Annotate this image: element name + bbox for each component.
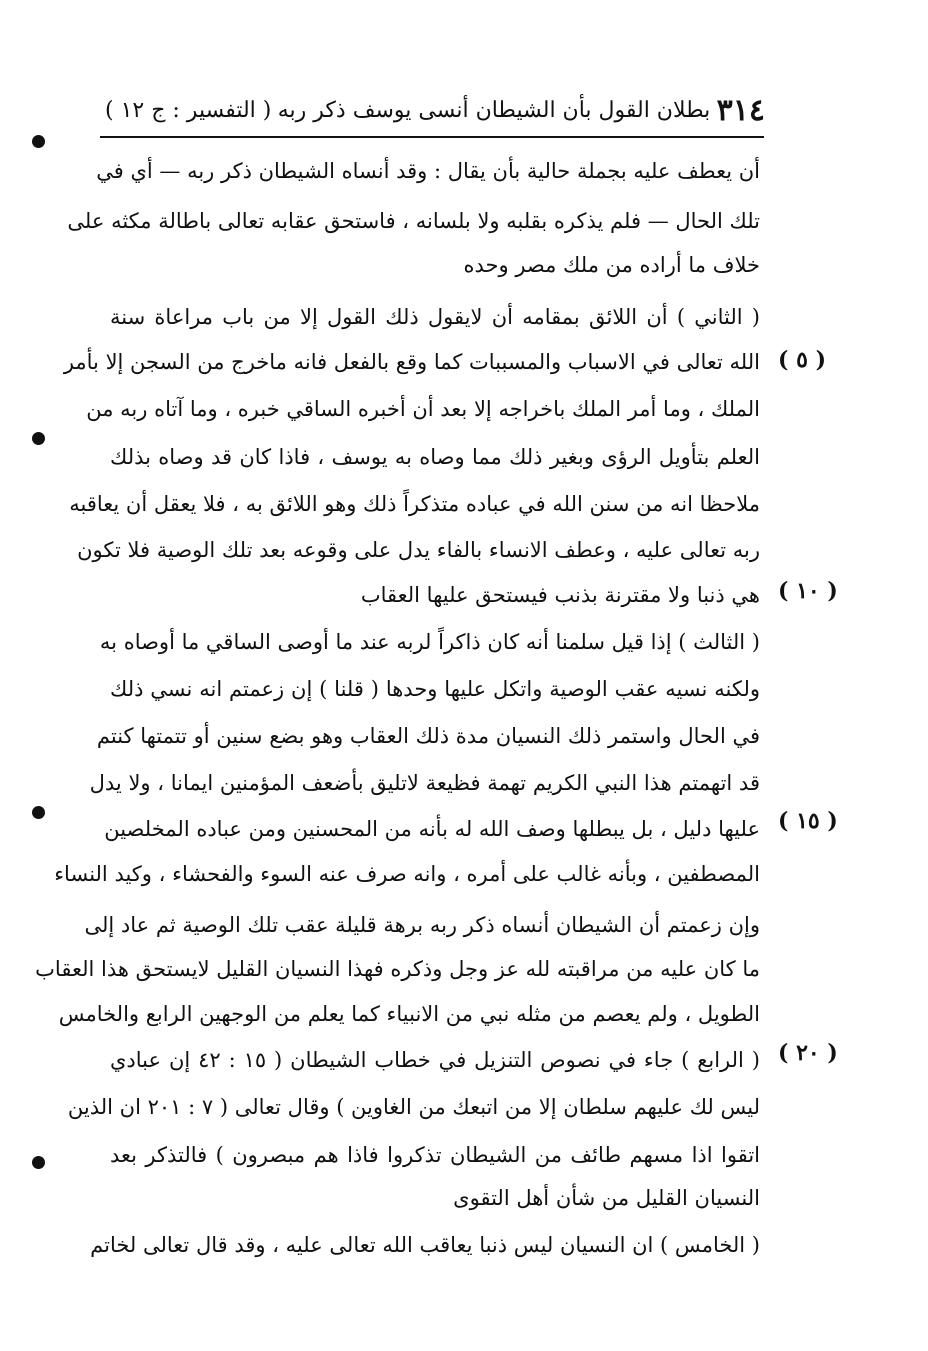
text-line: ما كان عليه من مراقبته لله عز وجل وذكره فهذا النسيان القليل لايستحق هذا العقاب xyxy=(35,957,760,981)
text-line: هي ذنبا ولا مقترنة بذنب فيستحق عليها العقاب xyxy=(360,583,760,607)
text-line: أن يعطف عليه بجملة حالية بأن يقال : وقد أنساه الشيطان ذكر ربه — أي في xyxy=(96,159,760,183)
margin-line-number: ( ١٠ ) xyxy=(778,578,838,604)
text-line: ( الثاني ) أن اللائق بمقامه أن لايقول ذلك القول إلا من باب مراعاة سنة xyxy=(110,305,760,329)
margin-line-number: ( ١٥ ) xyxy=(778,808,838,834)
text-line: ليس لك عليهم سلطان إلا من اتبعك من الغاوين ) وقال تعالى ( ٧ : ٢٠١ ان الذين xyxy=(67,1095,760,1119)
text-line: في الحال واستمر ذلك النسيان مدة ذلك العقاب وهو بضع سنين أو تتمتها كنتم xyxy=(96,724,760,748)
text-line: ( الرابع ) جاء في نصوص التنزيل في خطاب الشيطان ( ١٥ : ٤٢ إن عبادي xyxy=(110,1048,760,1072)
margin-line-number: ( ٢٠ ) xyxy=(778,1040,838,1066)
text-line: عليها دليل ، بل يبطلها وصف الله له بأنه من المحسنين ومن عباده المخلصين xyxy=(104,817,760,841)
running-title: بطلان القول بأن الشيطان أنسى يوسف ذكر ربه xyxy=(277,97,711,123)
binding-hole-mark xyxy=(32,135,45,148)
text-line: ملاحظا انه من سنن الله في عباده متذكراً ذلك وهو اللائق به ، فلا يعقل أن يعاقبه xyxy=(69,492,760,516)
text-line: ولكنه نسيه عقب الوصية واتكل عليها وحدها ( قلنا ) إن زعمتم انه نسي ذلك xyxy=(110,677,760,701)
text-line: ( الخامس ) ان النسيان ليس ذنبا يعاقب الله تعالى عليه ، وقد قال تعالى لخاتم xyxy=(90,1233,760,1257)
volume-label: ( التفسير : ج ١٢ ) xyxy=(105,97,272,123)
text-line: المصطفين ، وبأنه غالب على أمره ، وانه صرف عنه السوء والفحشاء ، وكيد النساء xyxy=(54,862,760,886)
text-line: الله تعالى في الاسباب والمسببات كما وقع بالفعل فانه ماخرج من السجن إلا بأمر xyxy=(63,350,760,374)
text-line: اتقوا اذا مسهم طائف من الشيطان تذكروا فاذا هم مبصرون ) فالتذكر بعد xyxy=(110,1143,760,1167)
text-line: وإن زعمتم أن الشيطان أنساه ذكر ربه برهة قليلة عقب تلك الوصية ثم عاد إلى xyxy=(84,913,760,937)
binding-hole-mark xyxy=(32,806,45,819)
text-line: الملك ، وما أمر الملك باخراجه إلا بعد أن أخبره الساقي خبره ، وما آتاه ربه من xyxy=(86,397,760,421)
text-line: تلك الحال — فلم يذكره بقلبه ولا بلسانه ، فاستحق عقابه تعالى باطالة مكثه على xyxy=(67,209,760,233)
text-line: ربه تعالى عليه ، وعطف الانساء بالفاء يدل على وقوعه بعد تلك الوصية فلا تكون xyxy=(77,538,760,562)
binding-hole-mark xyxy=(32,432,45,445)
text-line: العلم بتأويل الرؤى وبغير ذلك مما وصاه به يوسف ، فاذا كان قد وصاه بذلك xyxy=(110,445,760,469)
text-line: النسيان القليل من شأن أهل التقوى xyxy=(453,1186,760,1210)
text-line: قد اتهمتم هذا النبي الكريم تهمة فظيعة لاتليق بأضعف المؤمنين ايمانا ، ولا يدل xyxy=(89,771,760,795)
text-line: الطويل ، ولم يعصم من مثله نبي من الانبياء كما يعلم من الوجهين الرابع والخامس xyxy=(58,1002,760,1026)
page-number: ٣١٤ xyxy=(716,92,765,128)
page-header xyxy=(105,88,765,132)
text-line: خلاف ما أراده من ملك مصر وحده xyxy=(463,253,760,277)
binding-hole-mark xyxy=(32,1156,45,1169)
header-rule xyxy=(100,136,764,138)
margin-line-number: ( ٥ ) xyxy=(778,347,826,373)
text-line: ( الثالث ) إذا قيل سلمنا أنه كان ذاكراً لربه عند ما أوصى الساقي ما أوصاه به xyxy=(99,630,760,654)
